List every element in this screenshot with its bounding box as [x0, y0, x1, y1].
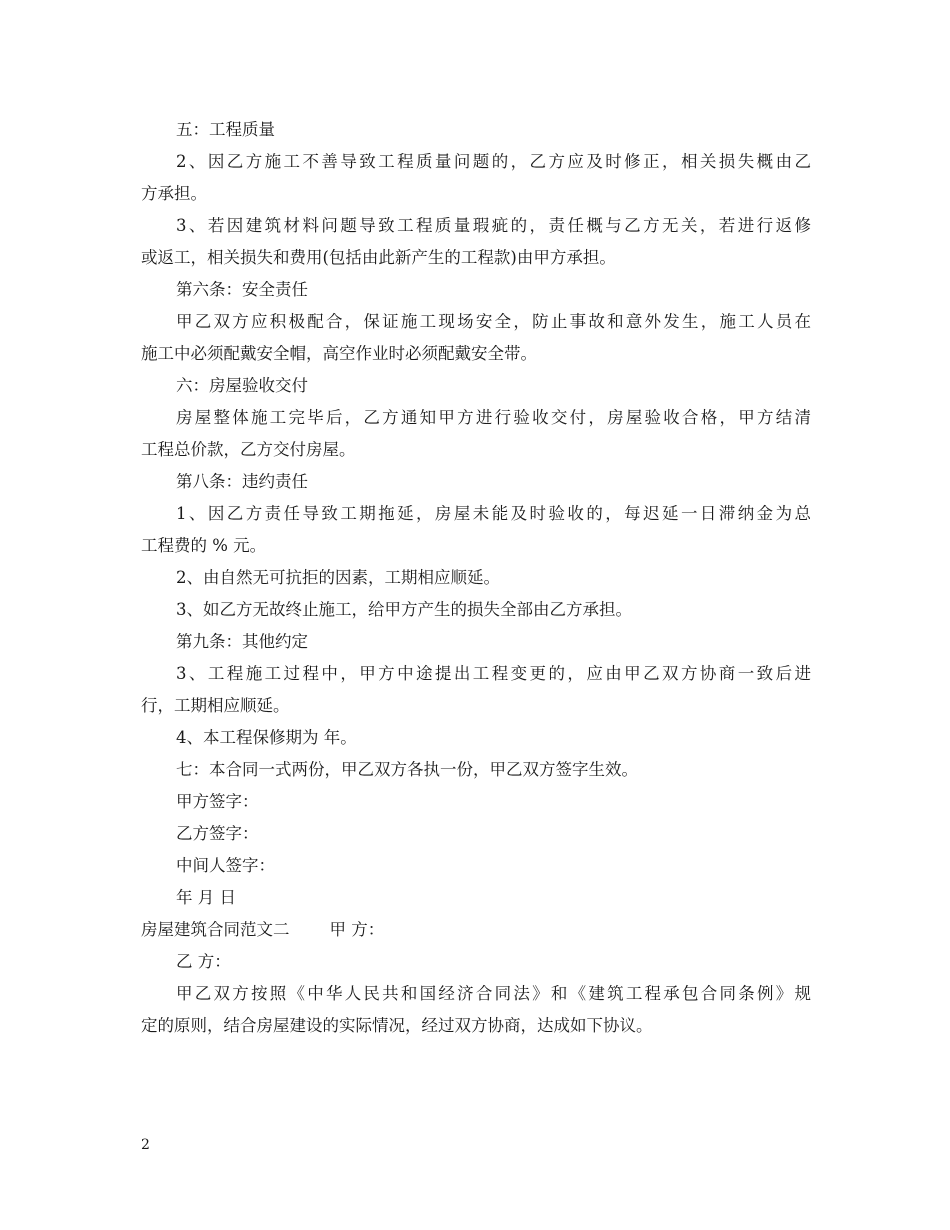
text-line: 甲乙双方按照《中华人民共和国经济合同法》和《建筑工程承包合同条例》规 [176, 984, 811, 1003]
text-line: 工程总价款，乙方交付房屋。 [141, 440, 356, 459]
second-contract-heading [141, 914, 811, 946]
text-line: 房屋整体施工完毕后，乙方通知甲方进行验收交付，房屋验收合格，甲方结清 [176, 408, 811, 427]
second-contract-intro [141, 946, 811, 1042]
text-line: 第六条：安全责任 [176, 280, 308, 299]
text-line: 1、因乙方责任导致工期拖延，房屋未能及时验收的，每迟延一日滞纳金为总 [176, 504, 811, 523]
party-a-label: 甲 方： [329, 920, 385, 939]
text-line: 2、由自然无可抗拒的因素，工期相应顺延。 [176, 568, 500, 587]
text-line: 中间人签字： [176, 856, 275, 875]
text-line: 甲乙双方应积极配合，保证施工现场安全，防止事故和意外发生，施工人员在 [176, 312, 811, 331]
text-line: 乙 方： [176, 952, 231, 971]
document-body [141, 114, 811, 1042]
text-line: 或返工，相关损失和费用(包括由此新产生的工程款)由甲方承担。 [141, 248, 616, 267]
text-line: 3、若因建筑材料问题导致工程质量瑕疵的，责任概与乙方无关，若进行返修 [176, 216, 811, 235]
text-line: 五：工程质量 [176, 120, 275, 139]
text-line: 甲方签字： [176, 792, 259, 811]
text-line: 七：本合同一式两份，甲乙双方各执一份，甲乙双方签字生效。 [176, 760, 638, 779]
text-line: 工程费的 % 元。 [141, 536, 267, 555]
text-line: 第九条：其他约定 [176, 632, 308, 651]
page-number: 2 [141, 1137, 150, 1153]
text-line: 2、因乙方施工不善导致工程质量问题的，乙方应及时修正，相关损失概由乙 [176, 152, 811, 171]
text-line: 定的原则，结合房屋建设的实际情况，经过双方协商，达成如下协议。 [141, 1016, 653, 1035]
text-line: 六：房屋验收交付 [176, 376, 308, 395]
text-line: 3、工程施工过程中，甲方中途提出工程变更的，应由甲乙双方协商一致后进 [176, 664, 811, 683]
text-line: 方承担。 [141, 184, 207, 203]
text-line: 第八条：违约责任 [176, 472, 308, 491]
text-line: 3、如乙方无故终止施工，给甲方产生的损失全部由乙方承担。 [176, 600, 632, 619]
text-line: 行，工期相应顺延。 [141, 696, 290, 715]
contract-clauses [141, 114, 811, 914]
second-contract-title: 房屋建筑合同范文二 [141, 920, 290, 939]
text-line: 4、本工程保修期为 年。 [176, 728, 357, 747]
text-line: 年 月 日 [176, 888, 236, 907]
text-line: 施工中必须配戴安全帽，高空作业时必须配戴安全带。 [141, 344, 537, 363]
text-line: 乙方签字： [176, 824, 259, 843]
